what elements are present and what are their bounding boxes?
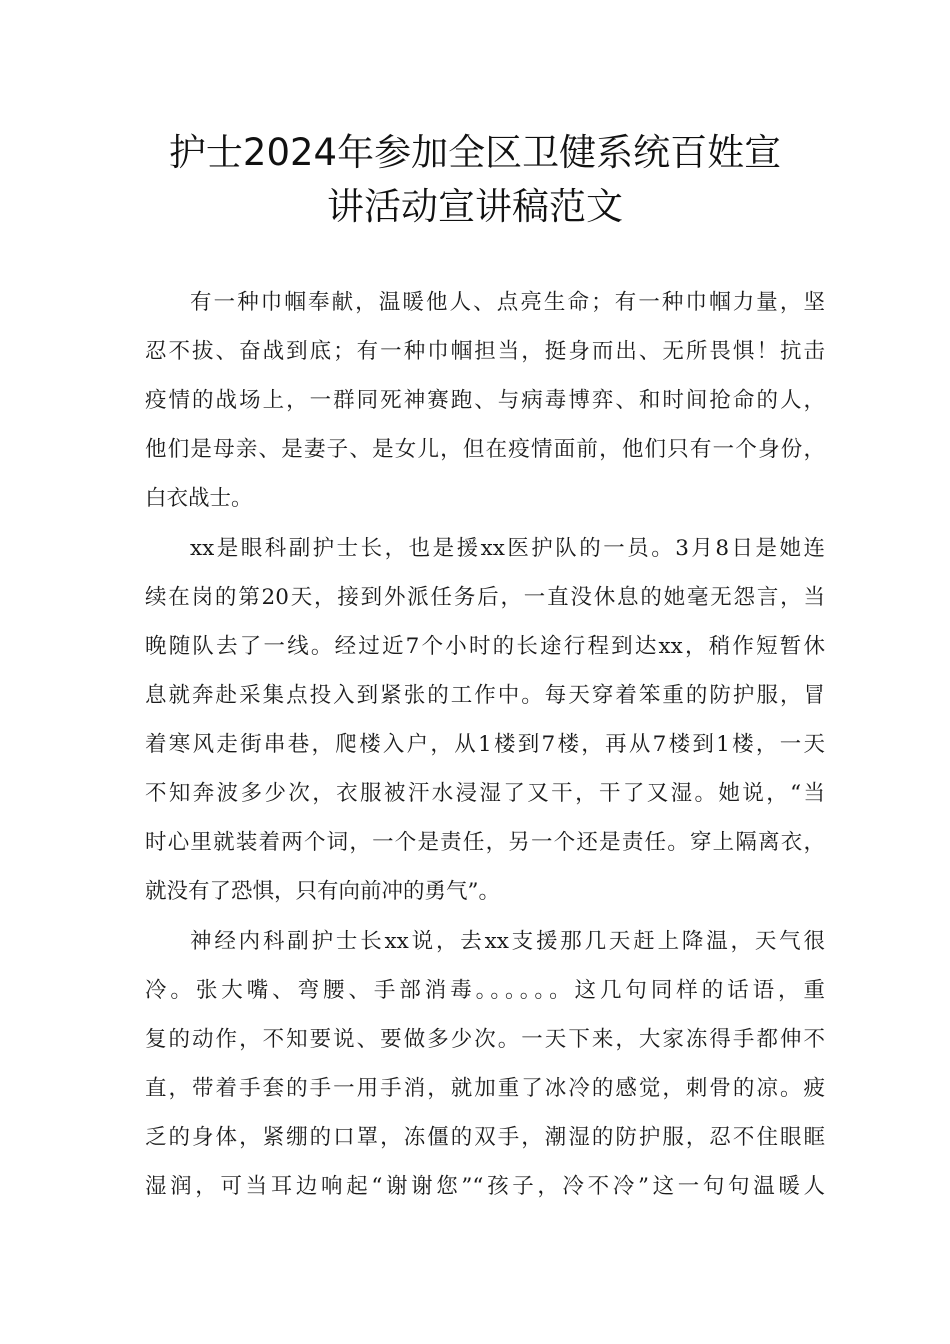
paragraph-2-line-3: 晚随队去了一线。经过近7个小时的长途行程到达xx，稍作短暂休 [145, 634, 825, 659]
paragraph-3-line-6: 湿润，可当耳边响起“谢谢您”“孩子，冷不冷”这一句句温暖人 [145, 1174, 825, 1199]
paragraph-1-line-2: 忍不拔、奋战到底；有一种巾帼担当，挺身而出、无所畏惧！抗击 [145, 339, 825, 364]
document-title-line-1: 护士2024年参加全区卫健系统百姓宣 [168, 131, 782, 174]
paragraph-2-line-1: xx是眼科副护士长，也是援xx医护队的一员。3月8日是她连 [190, 536, 825, 561]
paragraph-2-line-5: 着寒风走街串巷，爬楼入户，从1楼到7楼，再从7楼到1楼，一天 [145, 732, 825, 757]
paragraph-1-line-3: 疫情的战场上，一群同死神赛跑、与病毒博弈、和时间抢命的人， [145, 388, 825, 413]
document-title-line-2: 讲活动宣讲稿范文 [327, 185, 623, 228]
paragraph-3-line-2: 冷。张大嘴、弯腰、手部消毒。。。。。。这几句同样的话语，重 [145, 978, 825, 1003]
paragraph-1-line-4: 他们是母亲、是妻子、是女儿，但在疫情面前，他们只有一个身份， [145, 437, 825, 462]
paragraph-2-line-8: 就没有了恐惧，只有向前冲的勇气”。 [145, 879, 500, 904]
paragraph-2-line-4: 息就奔赴采集点投入到紧张的工作中。每天穿着笨重的防护服，冒 [145, 683, 825, 708]
paragraph-1-line-1: 有一种巾帼奉献，温暖他人、点亮生命；有一种巾帼力量，坚 [190, 290, 825, 315]
paragraph-2-line-7: 时心里就装着两个词，一个是责任，另一个还是责任。穿上隔离衣， [145, 830, 825, 855]
paragraph-2-line-6: 不知奔波多少次，衣服被汗水浸湿了又干，干了又湿。她说，“当 [145, 781, 825, 806]
paragraph-1-line-5: 白衣战士。 [145, 486, 253, 511]
paragraph-3-line-4: 直，带着手套的手一用手消，就加重了冰冷的感觉，刺骨的凉。疲 [145, 1076, 825, 1101]
paragraph-3-line-5: 乏的身体，紧绷的口罩，冻僵的双手，潮湿的防护服，忍不住眼眶 [145, 1125, 825, 1150]
paragraph-3-line-1: 神经内科副护士长xx说，去xx支援那几天赶上降温，天气很 [190, 929, 825, 954]
paragraph-3-line-3: 复的动作，不知要说、要做多少次。一天下来，大家冻得手都伸不 [145, 1027, 825, 1052]
paragraph-2-line-2: 续在岗的第20天，接到外派任务后，一直没休息的她毫无怨言，当 [145, 585, 825, 610]
